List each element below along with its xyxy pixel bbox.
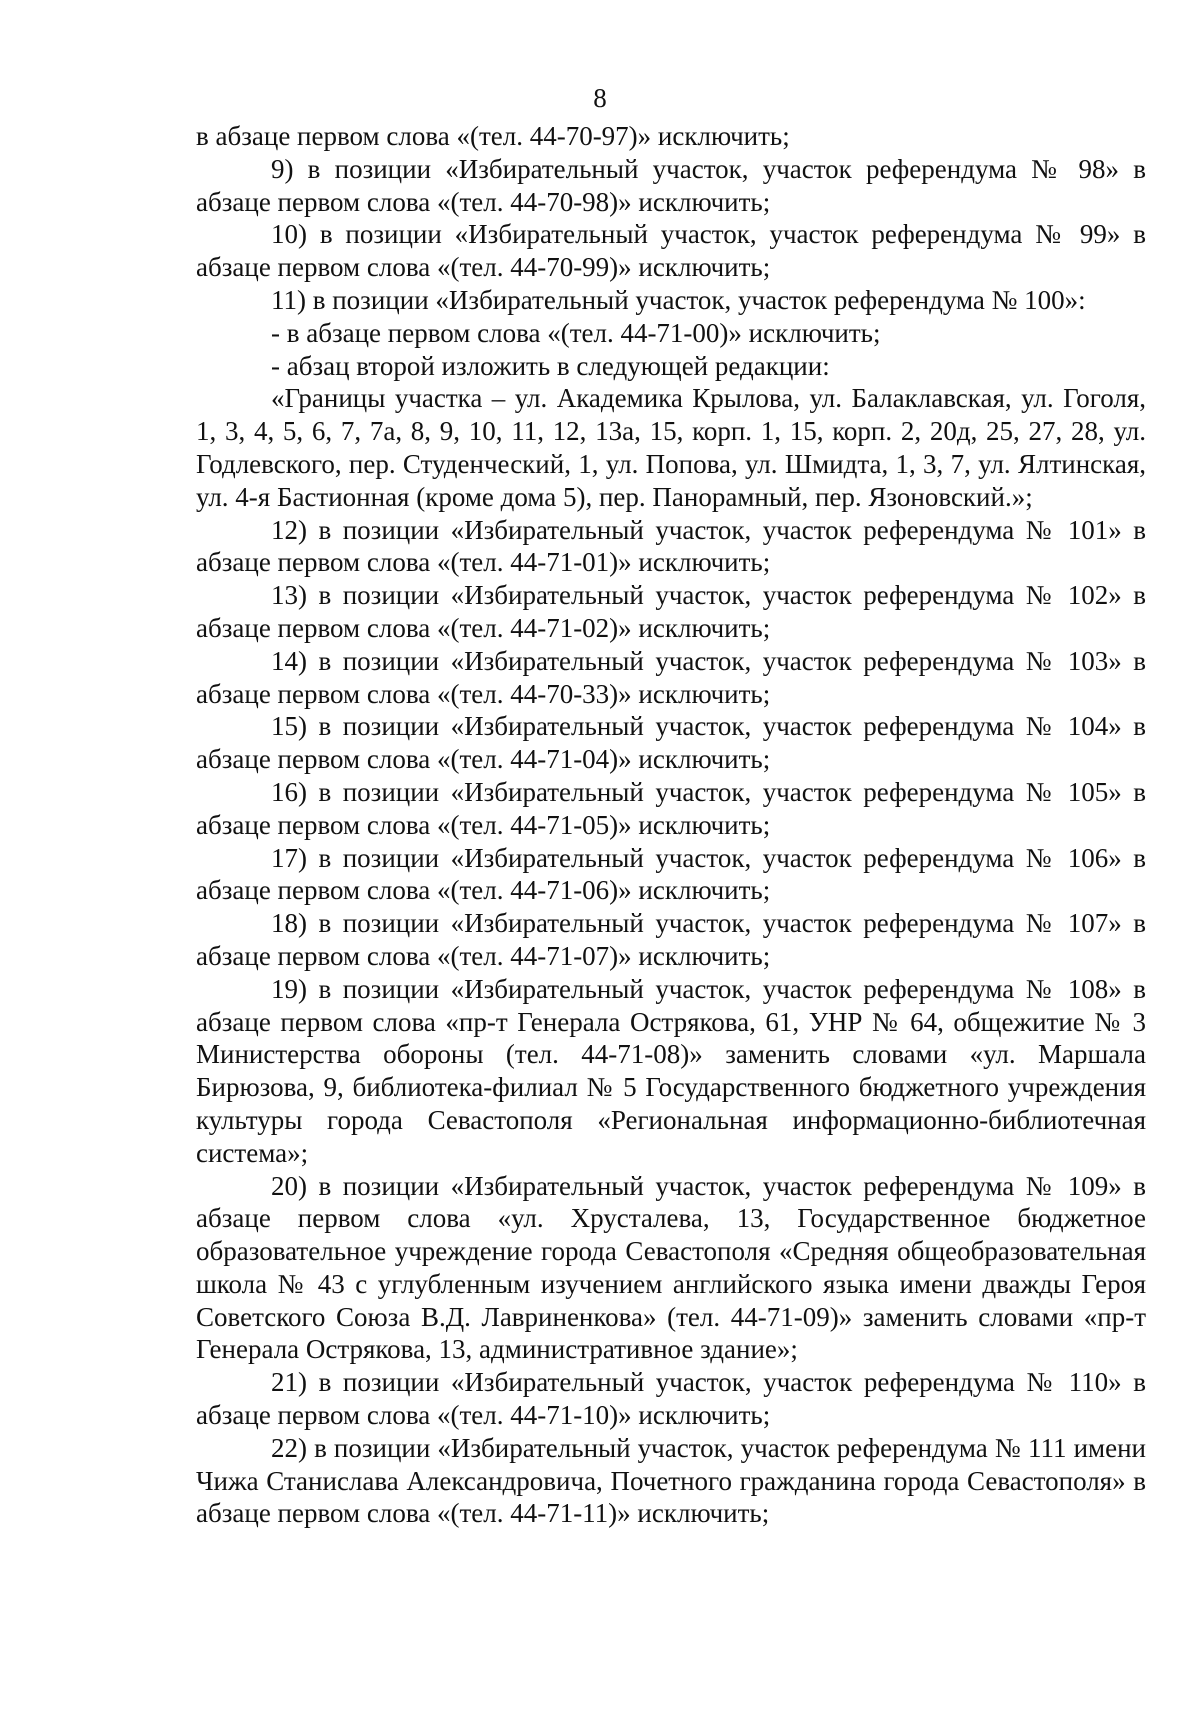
paragraph: 20) в позиции «Избирательный участок, участок референдума № 109» в абзаце первом слова «ул. Хрусталева, 13, Государственное бюджетное образовательное учреждение города Севастополя «Средняя общеобразовательная школа № 43 с углубленным изучением английского языка имени дважды Героя Советского Союза В.Д. Лавриненкова» (тел. 44-71-09)» заменить словами «пр-т Генерала Острякова, 13, административное здание»; (196, 1170, 1146, 1365)
paragraph: в абзаце первом слова «(тел. 44-70-97)» исключить; (196, 121, 790, 151)
paragraph: 18) в позиции «Избирательный участок, участок референдума № 107» в абзаце первом слова «(тел. 44-71-07)» исключить; (196, 908, 1146, 971)
paragraph: 12) в позиции «Избирательный участок, участок референдума № 101» в абзаце первом слова «(тел. 44-71-01)» исключить; (196, 514, 1146, 578)
paragraph: 10) в позиции «Избирательный участок, участок референдума № 99» в абзаце первом слова «(тел. 44-70-99)» исключить; (196, 219, 1146, 283)
paragraph: - абзац второй изложить в следующей редакции: (271, 350, 830, 381)
paragraph: 14) в позиции «Избирательный участок, участок референдума № 103» в абзаце первом слова «(тел. 44-70-33)» исключить; (196, 645, 1146, 709)
paragraph: - в абзаце первом слова «(тел. 44-71-00)» исключить; (271, 317, 881, 348)
paragraph: 19) в позиции «Избирательный участок, участок референдума № 108» в абзаце первом слова «пр-т Генерала Острякова, 61, УНР № 64, общежитие № 3 Министерства обороны (тел. 44-71-08)» заменить словами «ул. Маршала Бирюзова, 9, библиотека-филиал № 5 Государственного бюджетного учреждения культуры города Севастополя «Региональная информационно-библиотечная система»; (196, 973, 1146, 1168)
paragraph: 21) в позиции «Избирательный участок, участок референдума № 110» в абзаце первом слова «(тел. 44-71-10)» исключить; (196, 1367, 1146, 1431)
paragraph: 22) в позиции «Избирательный участок, участок референдума № 111 имени Чижа Станислава Александровича, Почетного гражданина города Севастополя» в абзаце первом слова «(тел. 44-71-11)» исключить; (196, 1432, 1146, 1529)
paragraph: «Границы участка – ул. Академика Крылова, ул. Балаклавская, ул. Гоголя, 1, 3, 4, 5, 6, 7, 7а, 8, 9, 10, 11, 12, 13а, 15, корп. 1, 15, корп. 2, 20д, 25, 27, 28, ул. Годлевского, пер. Студенческий, 1, ул. Попова, ул. Шмидта, 1, 3, 7, ул. Ялтинская, ул. 4-я Бастионная (кроме дома 5), пер. Панорамный, пер. Язоновский.»; (196, 383, 1146, 512)
page-number: 8 (593, 83, 607, 113)
paragraph: 17) в позиции «Избирательный участок, участок референдума № 106» в абзаце первом слова «(тел. 44-71-06)» исключить; (196, 842, 1146, 906)
paragraph: 9) в позиции «Избирательный участок, участок референдума № 98» в абзаце первом слова «(тел. 44-70-98)» исключить; (196, 153, 1146, 217)
document-body (196, 120, 1146, 1530)
paragraph: 16) в позиции «Избирательный участок, участок референдума № 105» в абзаце первом слова «(тел. 44-71-05)» исключить; (196, 776, 1146, 840)
paragraph: 13) в позиции «Избирательный участок, участок референдума № 102» в абзаце первом слова «(тел. 44-71-02)» исключить; (196, 580, 1146, 643)
paragraph: 15) в позиции «Избирательный участок, участок референдума № 104» в абзаце первом слова «(тел. 44-71-04)» исключить; (196, 711, 1146, 775)
paragraph: 11) в позиции «Избирательный участок, участок референдума № 100»: (271, 284, 1086, 315)
